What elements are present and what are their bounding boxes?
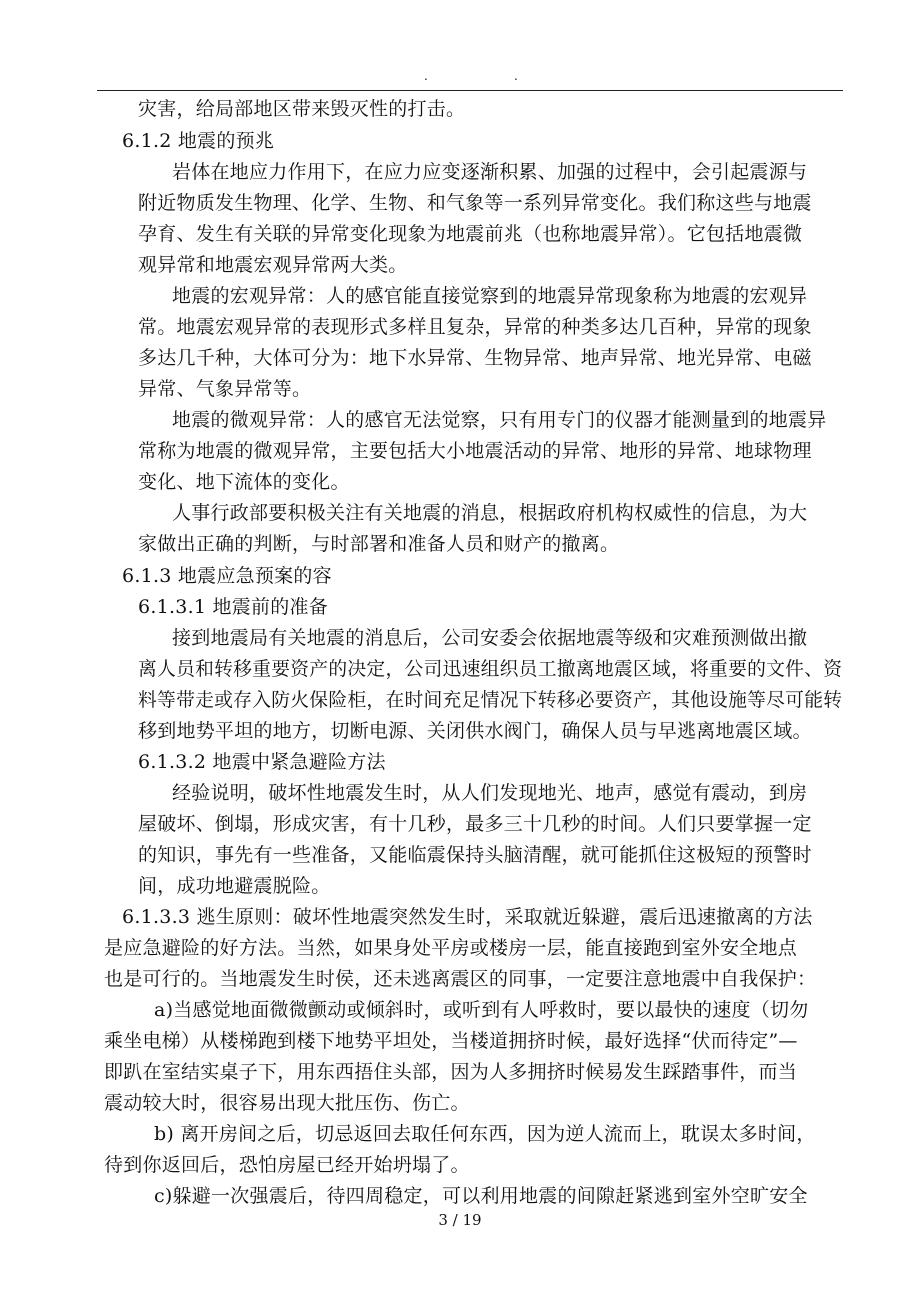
text-line: 即趴在室结实桌子下，用东西捂住头部，因为人多拥挤时候易发生踩踏事件，而当 bbox=[104, 1061, 798, 1083]
text-line: 人事行政部要积极关注有关地震的消息，根据政府机构权威性的信息，为大 bbox=[172, 502, 808, 524]
text-line: 岩体在地应力作用下，在应力应变逐渐积累、加强的过程中，会引起震源与 bbox=[172, 161, 808, 183]
header-dot-right: . bbox=[514, 69, 518, 83]
text-line: 间，成功地避震脱险。 bbox=[138, 875, 331, 897]
text-line: 观异常和地震宏观异常两大类。 bbox=[138, 254, 408, 276]
page-number: 3 / 19 bbox=[438, 1211, 482, 1229]
subsection-heading: 6.1.3.2 地震中紧急避险方法 bbox=[138, 751, 386, 773]
text-line: 家做出正确的判断，与时部署和准备人员和财产的撤离。 bbox=[138, 533, 620, 555]
list-item: c)躲避一次强震后，待四周稳定，可以利用地震的间隙赶紧逃到室外空旷安全 bbox=[154, 1185, 808, 1207]
text-line: 经验说明，破坏性地震发生时，从人们发现地光、地声，感觉有震动，到房 bbox=[172, 782, 808, 804]
header-rule bbox=[97, 90, 843, 91]
text-line: 震动较大时，很容易出现大批压伤、伤亡。 bbox=[104, 1092, 470, 1114]
text-line: 孕育、发生有关联的异常变化现象为地震前兆（也称地震异常）。它包括地震微 bbox=[138, 223, 803, 245]
text-line: 待到你返回后，恐怕房屋已经开始坍塌了。 bbox=[104, 1154, 470, 1176]
text-line: 变化、地下流体的变化。 bbox=[138, 471, 350, 493]
text-line: 离人员和转移重要资产的决定，公司迅速组织员工撤离地震区域，将重要的文件、资 bbox=[138, 658, 843, 680]
text-line: 接到地震局有关地震的消息后，公司安委会依据地震等级和灾难预测做出撤 bbox=[172, 627, 808, 649]
text-line: 异常、气象异常等。 bbox=[138, 378, 312, 400]
header-dot-left: . bbox=[424, 69, 428, 83]
text-line: 乘坐电梯）从楼梯跑到楼下地势平坦处，当楼道拥挤时候，最好选择“伏而待定”— bbox=[104, 1030, 798, 1052]
text-line: 地震的宏观异常：人的感官能直接觉察到的地震异常现象称为地震的宏观异 bbox=[172, 285, 808, 307]
text-line: 的知识，事先有一些准备，又能临震保持头脑清醒，就可能抓住这极短的预警时 bbox=[138, 844, 812, 866]
section-heading: 6.1.2 地震的预兆 bbox=[122, 130, 275, 152]
section-heading: 6.1.3 地震应急预案的容 bbox=[122, 565, 332, 587]
text-line: 6.1.3.3 逃生原则：破坏性地震突然发生时，采取就近躲避，震后迅速撤离的方法 bbox=[122, 906, 813, 928]
text-line: 移到地势平坦的地方，切断电源、关闭供水阀门，确保人员与早逃离地震区域。 bbox=[138, 720, 812, 742]
text-line: 屋破坏、倒塌，形成灾害，有十几秒，最多三十几秒的时间。人们只要掌握一定 bbox=[138, 813, 812, 835]
text-line: 是应急避险的好方法。当然，如果身处平房或楼房一层，能直接跑到室外安全地点 bbox=[104, 937, 798, 959]
text-line: 也是可行的。当地震发生时侯，还未逃离震区的同事，一定要注意地震中自我保护： bbox=[104, 968, 817, 990]
subsection-heading: 6.1.3.1 地震前的准备 bbox=[138, 596, 329, 618]
text-line: 附近物质发生物理、化学、生物、和气象等一系列异常变化。我们称这些与地震 bbox=[138, 192, 812, 214]
text-line: 料等带走或存入防火保险柜，在时间充足情况下转移必要资产，其他设施等尽可能转 bbox=[138, 689, 843, 711]
text-line: 灾害，给局部地区带来毁灭性的打击。 bbox=[138, 98, 466, 120]
list-item: a)当感觉地面微微颤动或倾斜时，或听到有人呼救时，要以最快的速度（切勿 bbox=[154, 999, 809, 1021]
list-item: b) 离开房间之后，切忌返回去取任何东西，因为逆人流而上，耽误太多时间， bbox=[154, 1123, 816, 1145]
text-line: 常。地震宏观异常的表现形式多样且复杂，异常的种类多达几百种，异常的现象 bbox=[138, 316, 812, 338]
text-line: 常称为地震的微观异常，主要包括大小地震活动的异常、地形的异常、地球物理 bbox=[138, 440, 812, 462]
page-header bbox=[0, 70, 920, 84]
text-line: 多达几千种，大体可分为：地下水异常、生物异常、地声异常、地光异常、电磁 bbox=[138, 347, 812, 369]
text-line: 地震的微观异常：人的感官无法觉察，只有用专门的仪器才能测量到的地震异 bbox=[172, 409, 827, 431]
